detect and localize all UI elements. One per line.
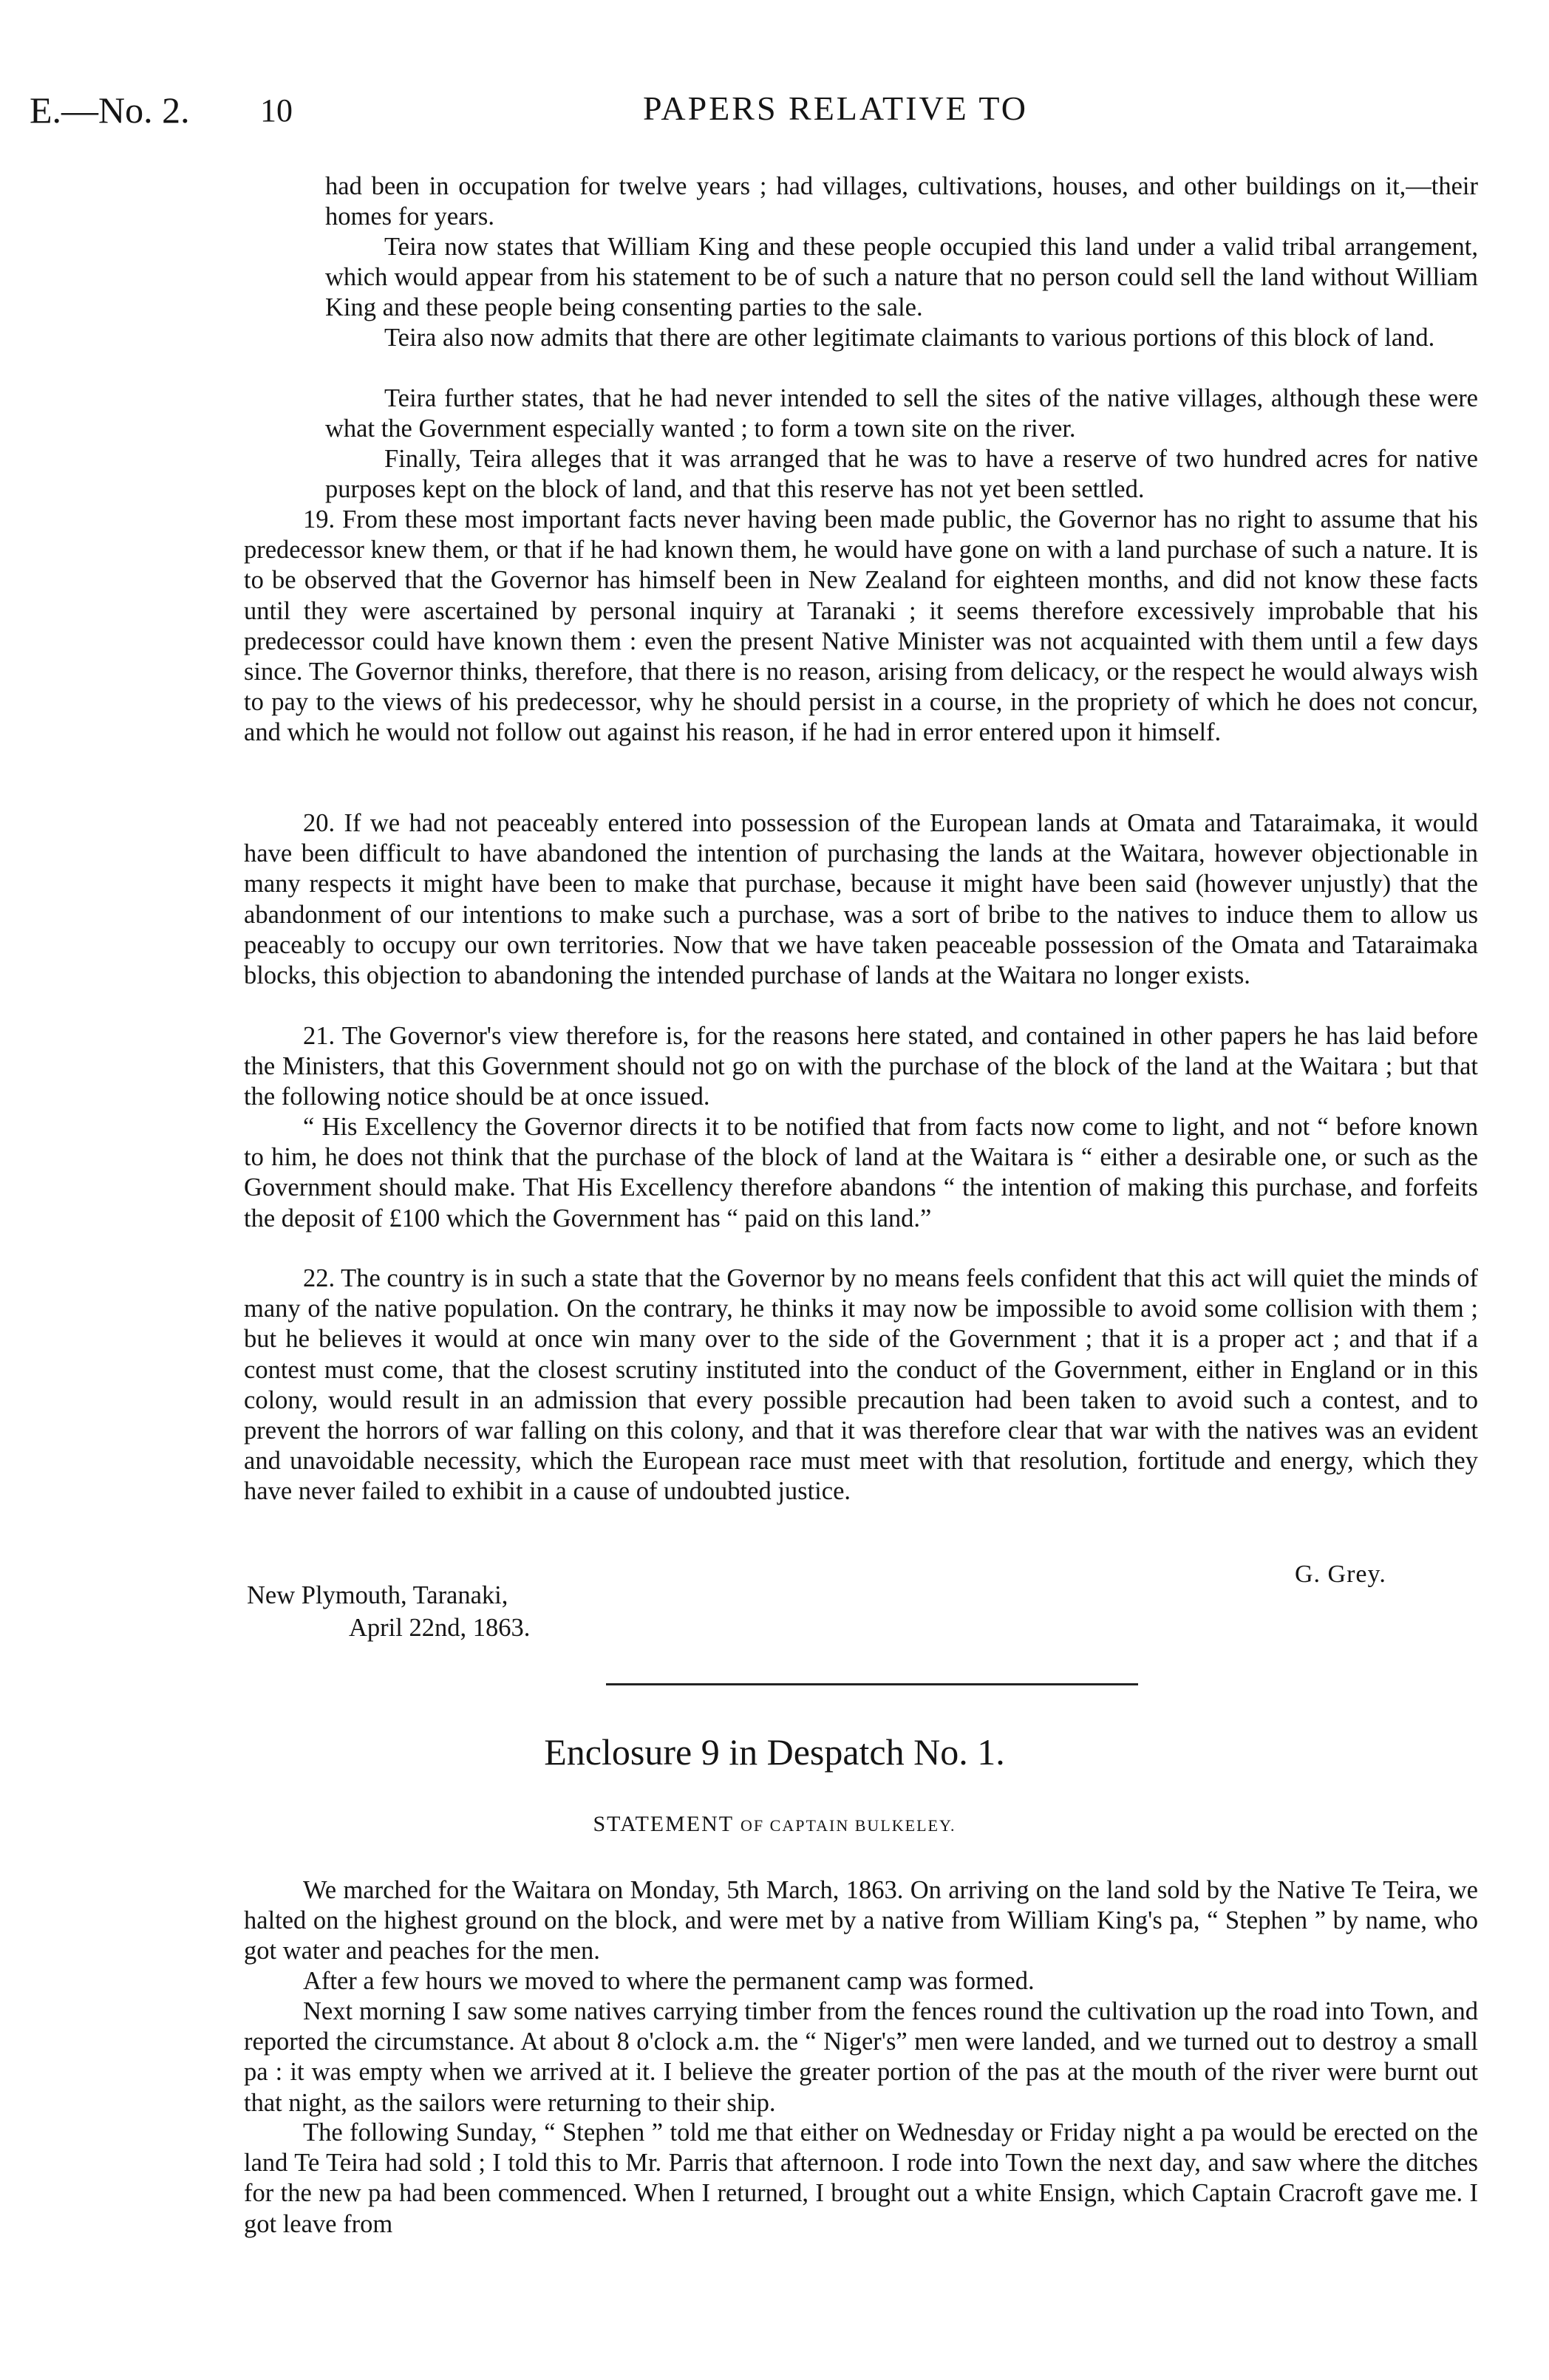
paragraph-continued: had been in occupation for twelve years ; had villages, cultivations, houses, and other buildings on it,—their homes for years.	[325, 172, 1478, 231]
paragraph-19: 19. From these most important facts never having been made public, the Governor has no right to assume that his predecessor knew them, or that if he had known them, he would have gone on with a land purchase of such a nature. It is to be observed that the Governor has himself been in New Zealand for eighteen months, and did not know these facts until they were ascertained by personal inquiry at Taranaki ; it seems therefore excessively improbable that his predecessor could have known them : even the present Native Minister was not acquainted with them until a few days since. The Governor thinks, therefore, that there is no reason, arising from delicacy, or the respect he would always wish to pay to the views of his predecessor, why he should persist in a course, in the propriety of which he does not concur, and which he would not follow out against his reason, if he had in error entered upon it himself.	[244, 505, 1478, 747]
statement-paragraph-sunday: The following Sunday, “ Stephen ” told me that either on Wednesday or Friday night a pa would be erected on the land Te Teira had sold ; I told this to Mr. Parris that afternoon. I rode into Town the next day, and saw where the ditches for the new pa had been commenced. When I returned, I brought out a white Ensign, which Captain Cracroft gave me. I got leave from	[244, 2118, 1478, 2238]
statement-author: OF CAPTAIN BULKELEY.	[741, 1816, 956, 1835]
paragraph-21: 21. The Governor's view therefore is, for the reasons here stated, and contained in other papers he has laid before the Ministers, that this Government should not go on with the purchase of the block of the land at the Waitara ; but that the following notice should be at once issued.	[244, 1022, 1478, 1111]
statement-heading	[0, 1812, 1549, 1837]
statement-paragraph-march: We marched for the Waitara on Monday, 5th March, 1863. On arriving on the land sold by the Native Te Teira, we halted on the highest ground on the block, and were met by a native from William King's pa, “ Stephen ” by name, who got water and peaches for the men.	[244, 1876, 1478, 1965]
paragraph-22: 22. The country is in such a state that the Governor by no means feels confident that this act will quiet the minds of many of the native population. On the contrary, he thinks it may now be impossible to avoid some collision with them ; but he believes it would at once win many over to the side of the Government ; that it is a proper act ; and that if a contest must come, that the closest scrutiny instituted into the conduct of the Government, either in England or in this colony, would result in an admission that every possible precaution had been taken to avoid such a contest, and to prevent the horrors of war falling on this colony, and that it was therefore clear that war with the natives was an evident and unavoidable necessity, which the European race must meet with that resolution, fortitude and energy, which they have never failed to exhibit in a cause of undoubted justice.	[244, 1264, 1478, 1506]
paragraph-20: 20. If we had not peaceably entered into possession of the European lands at Omata and Tataraimaka, it would have been difficult to have abandoned the intention of purchasing the lands at the Waitara, however objectionable in many respects it might have been to make that purchase, because it might have been said (however unjustly) that the abandonment of our intentions to make such a purchase, was a sort of bribe to the natives to induce them to allow us peaceably to occupy our own territories. Now that we have taken peaceable possession of the Omata and Tataraimaka blocks, this objection to abandoning the intended purchase of lands at the Waitara no longer exists.	[244, 809, 1478, 990]
series-reference: E.—No. 2.	[30, 89, 190, 131]
paragraph-teira-tribal: Teira now states that William King and these people occupied this land under a valid tribal arrangement, which would appear from his statement to be of such a nature that no person could sell the land without William King and these people being consenting parties to the sale.	[325, 233, 1478, 322]
statement-word: STATEMENT	[593, 1812, 734, 1836]
running-title: PAPERS RELATIVE TO	[643, 89, 1028, 127]
page-header	[0, 89, 1549, 148]
section-divider	[606, 1683, 1138, 1685]
notice-quotation: “ His Excellency the Governor directs it to be notified that from facts now come to light, and not “ before known to him, he does not think that the purchase of the block of land at the Waitara is “ either a desirable one, or such as the Government should make. That His Excellency therefore abandons “ the intention of making this purchase, and forfeits the deposit of £100 which the Government has “ paid on this land.”	[244, 1113, 1478, 1232]
page-number: 10	[260, 92, 293, 129]
location-line-1: New Plymouth, Taranaki,	[247, 1581, 508, 1609]
statement-paragraph-timber: Next morning I saw some natives carrying timber from the fences round the cultivation up the road into Town, and reported the circumstance. At about 8 o'clock a.m. the “ Niger's” men were landed, and we turned out to destroy a small pa : it was empty when we arrived at it. I believe the greater portion of the pas at the mouth of the river were burnt out that night, as the sailors were returning to their ship.	[244, 1997, 1478, 2117]
paragraph-teira-villages: Teira further states, that he had never intended to sell the sites of the native villages, although these were what the Government especially wanted ; to form a town site on the river.	[325, 384, 1478, 443]
statement-paragraph-camp: After a few hours we moved to where the permanent camp was formed.	[303, 1967, 1035, 1995]
location-date: April 22nd, 1863.	[349, 1614, 531, 1642]
paragraph-teira-claimants: Teira also now admits that there are other legitimate claimants to various portions of this block of land.	[384, 324, 1435, 352]
signature: G. Grey.	[1295, 1561, 1386, 1588]
enclosure-title: Enclosure 9 in Despatch No. 1.	[544, 1731, 1005, 1773]
paragraph-teira-reserve: Finally, Teira alleges that it was arranged that he was to have a reserve of two hundred acres for native purposes kept on the block of land, and that this reserve has not yet been settled.	[325, 445, 1478, 504]
